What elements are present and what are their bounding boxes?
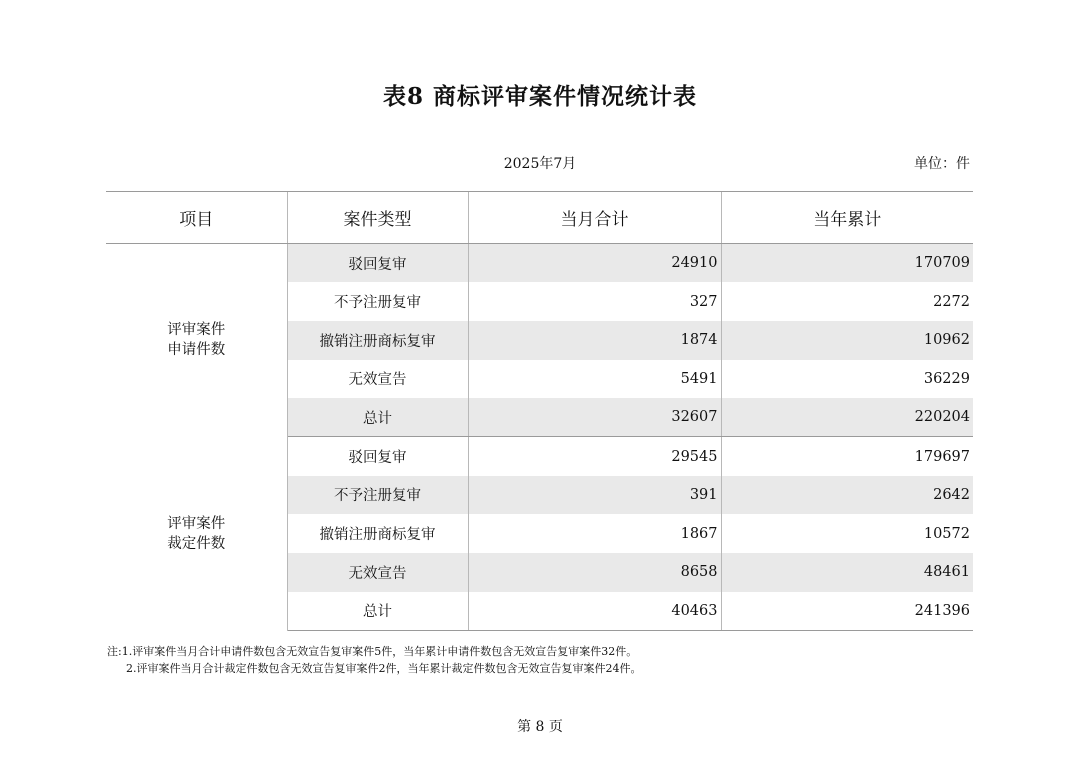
header-month-total: 当月合计 bbox=[468, 192, 721, 244]
month-total-cell: 40463 bbox=[468, 592, 721, 631]
case-type-cell: 撤销注册商标复审 bbox=[287, 514, 468, 553]
case-type-cell: 撤销注册商标复审 bbox=[287, 321, 468, 360]
month-total-cell: 8658 bbox=[468, 553, 721, 592]
case-type-cell: 总计 bbox=[287, 398, 468, 437]
month-total-cell: 5491 bbox=[468, 360, 721, 399]
report-period: 2025年7月 bbox=[503, 156, 577, 172]
table-row bbox=[106, 244, 973, 283]
group-label bbox=[106, 244, 287, 437]
month-total-cell: 32607 bbox=[468, 398, 721, 437]
year-total-cell: 170709 bbox=[721, 244, 973, 283]
year-total-cell: 220204 bbox=[721, 398, 973, 437]
group-label-line2: 裁定件数 bbox=[167, 535, 226, 552]
month-total-cell: 391 bbox=[468, 476, 721, 515]
table-header-row bbox=[106, 192, 973, 244]
year-total-cell: 48461 bbox=[721, 553, 973, 592]
case-type-cell: 无效宣告 bbox=[287, 360, 468, 399]
footnote-1: 注:1.评审案件当月合计申请件数包含无效宣告复审案件5件，当年累计申请件数包含无效宣告复审案件32件。 bbox=[107, 645, 638, 658]
case-type-cell: 不予注册复审 bbox=[287, 476, 468, 515]
group-label-line1: 评审案件 bbox=[167, 515, 226, 532]
header-case-type: 案件类型 bbox=[287, 192, 468, 244]
year-total-cell: 10572 bbox=[923, 525, 970, 542]
group-label bbox=[106, 437, 287, 630]
unit-label: 单位：件 bbox=[914, 156, 970, 172]
header-item: 项目 bbox=[106, 192, 287, 244]
table-row bbox=[106, 437, 973, 476]
case-type-cell: 不予注册复审 bbox=[287, 282, 468, 321]
statistics-table bbox=[106, 191, 973, 631]
case-type-cell: 驳回复审 bbox=[287, 437, 468, 476]
group-label-line1: 评审案件 bbox=[167, 322, 226, 339]
year-total-cell: 179697 bbox=[914, 448, 970, 465]
year-total-cell: 36229 bbox=[923, 370, 970, 387]
footnotes bbox=[107, 643, 642, 677]
document-title: 表8 商标评审案件情况统计表 bbox=[382, 83, 697, 110]
case-type-cell: 无效宣告 bbox=[287, 553, 468, 592]
year-total-cell: 2642 bbox=[721, 476, 973, 515]
case-type-cell: 驳回复审 bbox=[287, 244, 468, 283]
group-rulings bbox=[106, 437, 973, 630]
case-type-cell: 总计 bbox=[287, 592, 468, 631]
month-total-cell: 1867 bbox=[468, 514, 721, 553]
group-applications bbox=[106, 244, 973, 437]
month-total-cell: 1874 bbox=[468, 321, 721, 360]
year-total-cell: 10962 bbox=[721, 321, 973, 360]
header-year-total: 当年累计 bbox=[721, 192, 973, 244]
page-number: 第 8 页 bbox=[517, 719, 563, 735]
year-total-cell: 241396 bbox=[721, 592, 973, 631]
month-total-cell: 24910 bbox=[468, 244, 721, 283]
year-total-cell: 2272 bbox=[933, 293, 970, 310]
month-total-cell: 327 bbox=[468, 282, 721, 321]
month-total-cell: 29545 bbox=[468, 437, 721, 476]
footnote-2: 2.评审案件当月合计裁定件数包含无效宣告复审案件2件，当年累计裁定件数包含无效宣告复审案件24件。 bbox=[126, 662, 642, 675]
group-label-line2: 申请件数 bbox=[167, 342, 226, 359]
